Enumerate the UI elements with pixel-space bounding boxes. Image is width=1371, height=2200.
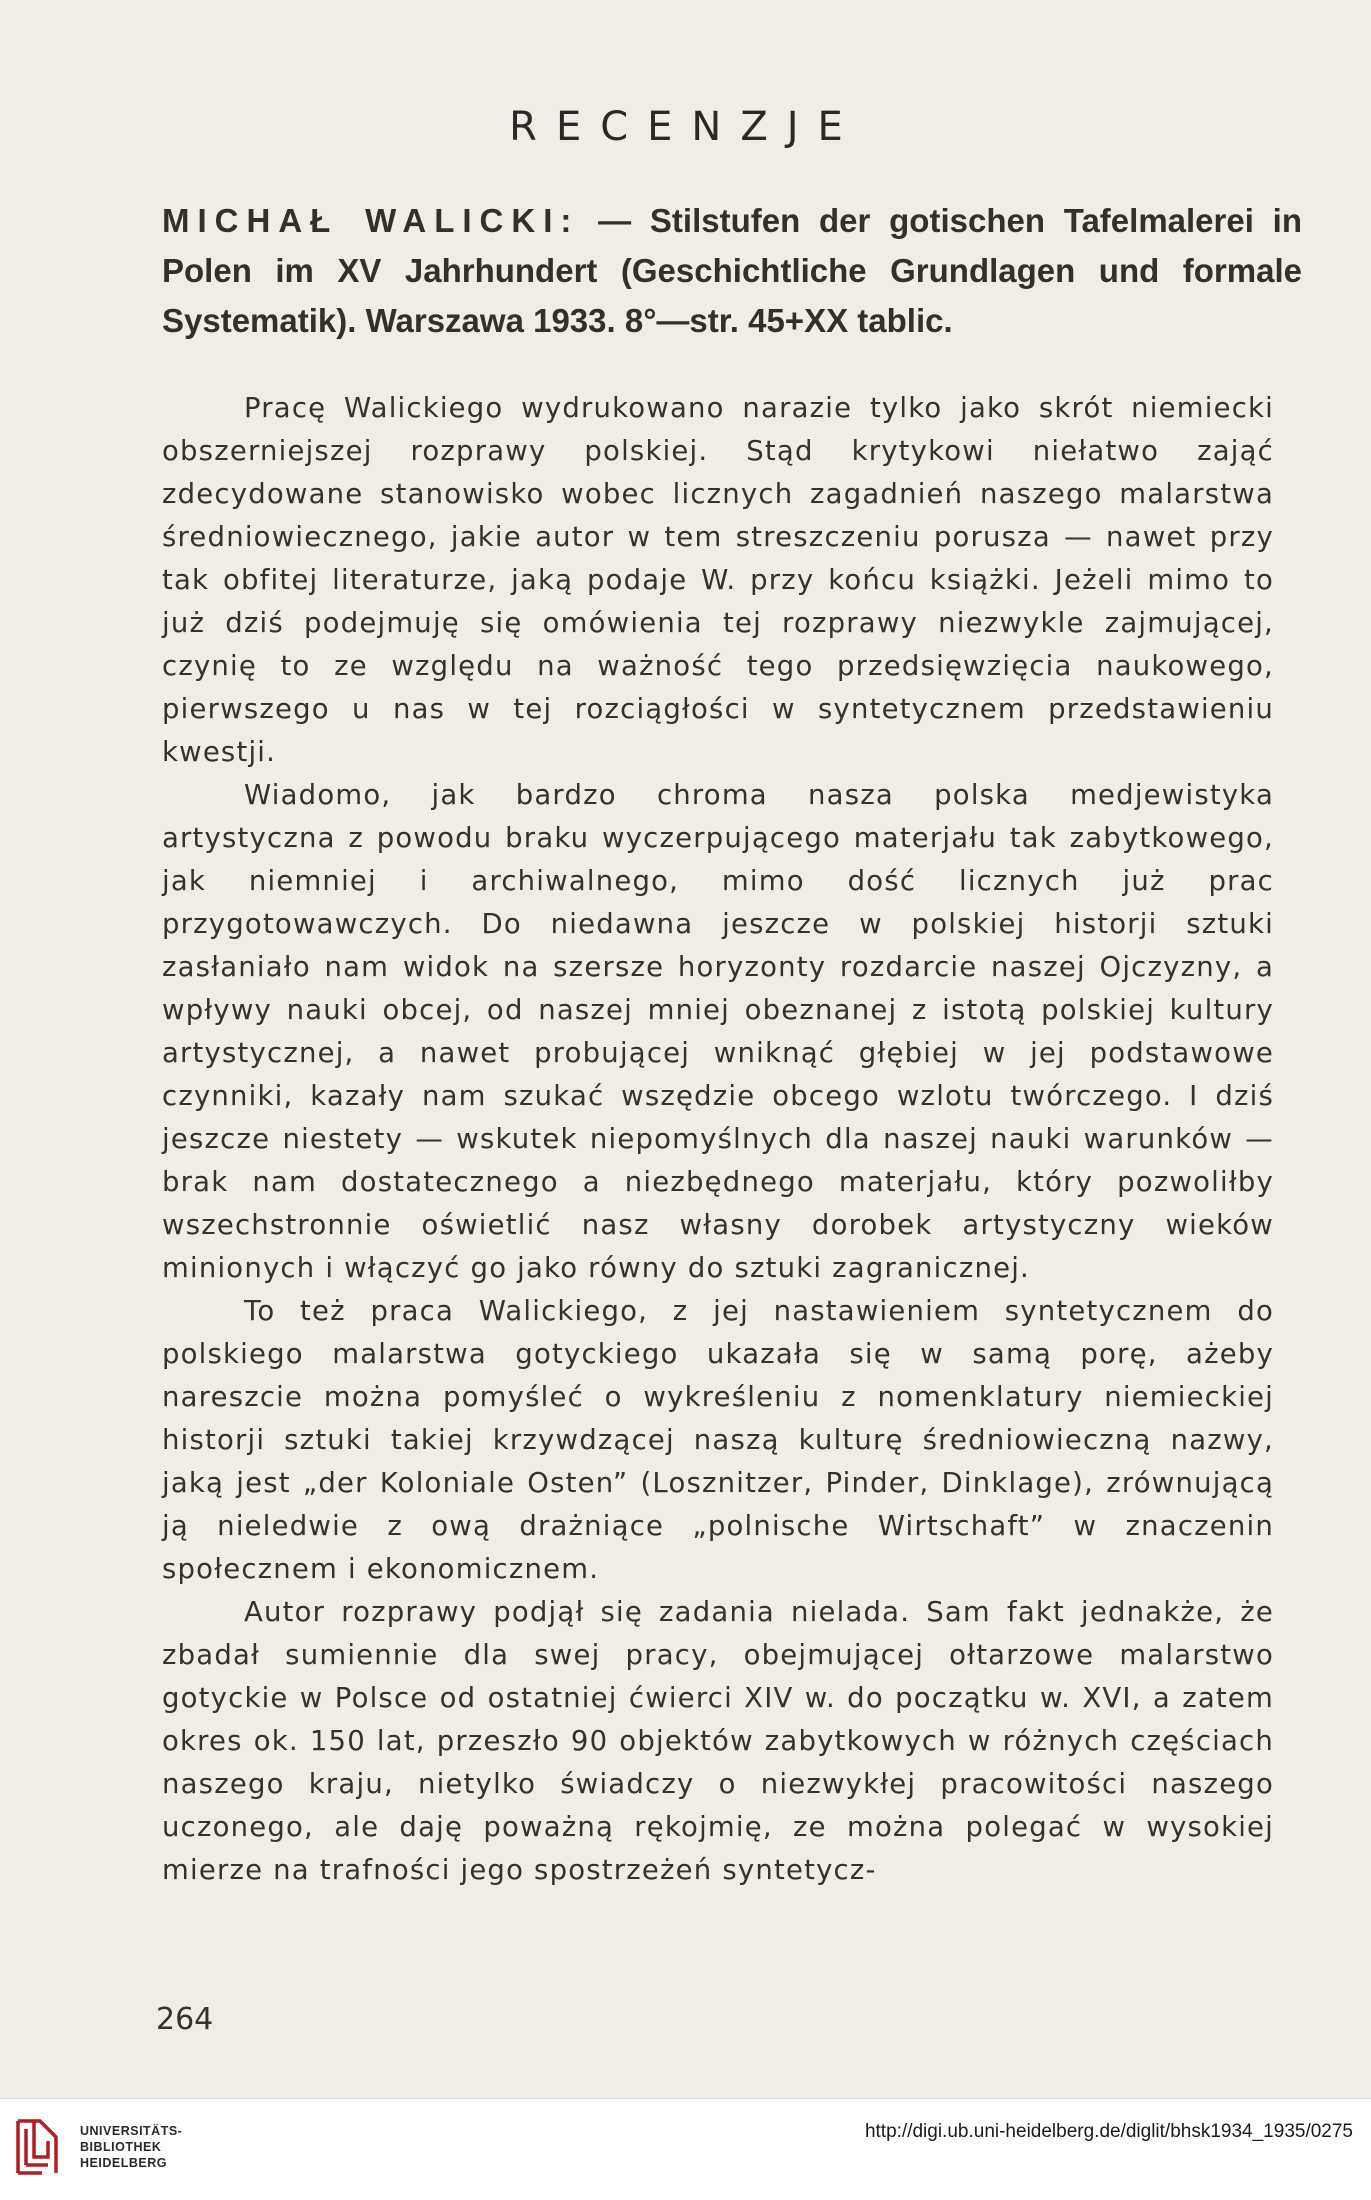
paragraph: Wiadomo, jak bardzo chroma nasza polska medjewistyka artystyczna z powodu braku wyczerpującego materjału tak zabytkowego, jak niemniej i archiwalnego, mimo dość licznych już prac przygotowawczych. Do niedawna jeszcze w polskiej historji sztuki zasłaniało nam widok na szersze horyzonty rozdarcie naszej Ojczyzny, a wpływy nauki obcej, od naszej mniej obeznanej z istotą polskiej kultury artystycznej, a nawet probującej wniknąć głębiej w jej podstawowe czynniki, kazały nam szukać wszędzie obcego wzlotu twórczego. I dziś jeszcze niestety — wskutek niepomyślnych dla naszej nauki warunków — brak nam dostatecznego a niezbędnego materjału, który pozwoliłby wszechstronnie oświetlić nasz własny dorobek artystyczny wieków minionych i włączyć go jako równy do sztuki zagranicznej. [162,779,1274,1284]
review-header [162,196,1302,346]
page-number: 264 [156,2002,214,2037]
library-name-line: BIBLIOTHEK [80,2140,162,2154]
library-name-line: UNIVERSITÄTS- [80,2124,183,2138]
section-title: RECENZJE [509,104,862,150]
paragraph: Autor rozprawy podjął się zadania nielada. Sam fakt jednakże, że zbadał sumiennie dla swej pracy, obejmującej ołtarzowe malarstwo gotyckie w Polsce od ostatniej ćwierci XIV w. do początku w. XVI, a zatem okres ok. 150 lat, przeszło 90 objektów zabytkowych w różnych częściach naszego kraju, nietylko świadczy o niezwykłej pracowitości naszego uczonego, ale daję poważną rękojmię, ze można polegać w wysokiej mierze na trafności jego spostrzeżeń syntetycz- [162,1596,1274,1886]
review-citation: — Stilstufen der gotischen Tafelmalerei in Polen im XV Jahrhundert (Geschichtliche Grundlagen und formale Systematik). Warszawa 1933. 8°—str. 45+XX tablic. [162,202,1302,339]
footer-bar [0,2098,1371,2200]
paragraph: To też praca Walickiego, z jej nastawieniem syntetycznem do polskiego malarstwa gotyckiego ukazała się w samą porę, ażeby nareszcie można pomyśleć o wykreśleniu z nomenklatury niemieckiej historji sztuki takiej krzywdzącej naszą kulturę średniowieczną nazwy, jaką jest „der Koloniale Osten” (Losznitzer, Pinder, Dinklage), zrównującą ją nieledwie z ową drażniące „polnische Wirtschaft” w znaczenin społecznem i ekonomicznem. [162,1295,1274,1585]
library-name [80,2123,182,2171]
review-body [162,387,1274,1892]
review-author: MICHAŁ WALICKI: [162,202,580,239]
paragraph: Pracę Walickiego wydrukowano narazie tylko jako skrót niemiecki obszerniejszej rozprawy polskiej. Stąd krytykowi niełatwo zająć zdecydowane stanowisko wobec licznych zagadnień naszego malarstwa średniowiecznego, jakie autor w tem streszczeniu porusza — nawet przy tak obfitej literaturze, jaką podaje W. przy końcu książki. Jeżeli mimo to już dziś podejmuję się omówienia tej rozprawy niezwykle zajmującej, czynię to ze względu na ważność tego przedsięwzięcia naukowego, pierwszego u nas w tej rozciągłości w syntetycznem przedstawieniu kwestji. [162,392,1274,768]
library-name-line: HEIDELBERG [80,2156,167,2170]
ub-heidelberg-logo-icon [12,2115,62,2179]
source-url-link[interactable]: http://digi.ub.uni-heidelberg.de/diglit/bhsk1934_1935/0275 [864,2121,1353,2142]
